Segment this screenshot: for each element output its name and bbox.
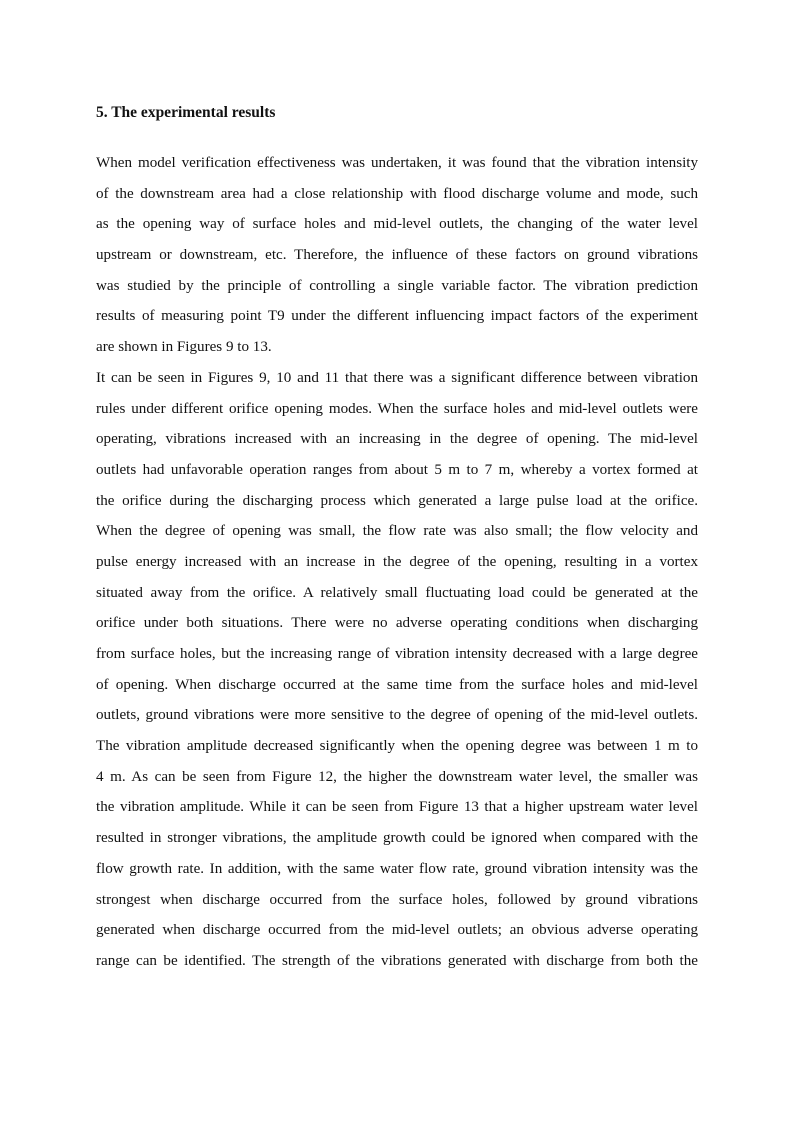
text-line: situated away from the orifice. A relatively small fluctuating load could be generated at the [96, 584, 698, 601]
text-line: resulted in stronger vibrations, the amplitude growth could be ignored when compared with the [96, 830, 698, 847]
text-line: pulse energy increased with an increase in the degree of the opening, resulting in a vortex [96, 553, 698, 570]
text-line: outlets, ground vibrations were more sensitive to the degree of opening of the mid-level outlets. [96, 707, 698, 724]
text-line: operating, vibrations increased with an increasing in the degree of opening. The mid-level [96, 431, 698, 448]
text-line: the orifice during the discharging process which generated a large pulse load at the orifice. [96, 492, 698, 509]
text-line: generated when discharge occurred from the mid-level outlets; an obvious adverse operating [96, 922, 698, 939]
text-line: upstream or downstream, etc. Therefore, the influence of these factors on ground vibrations [96, 247, 698, 264]
text-line: orifice under both situations. There were no adverse operating conditions when discharging [96, 615, 698, 632]
text-line: 4 m. As can be seen from Figure 12, the higher the downstream water level, the smaller was [96, 768, 698, 785]
text-line: as the opening way of surface holes and mid-level outlets, the changing of the water level [96, 216, 698, 233]
text-line: from surface holes, but the increasing range of vibration intensity decreased with a large degree [96, 646, 698, 662]
text-line: of opening. When discharge occurred at the same time from the surface holes and mid-level [96, 676, 698, 693]
text-line: was studied by the principle of controlling a single variable factor. The vibration prediction [96, 277, 698, 294]
body-text [96, 152, 698, 981]
text-line: When model verification effectiveness was undertaken, it was found that the vibration intensity [96, 155, 698, 171]
text-line: outlets had unfavorable operation ranges from about 5 m to 7 m, whereby a vortex formed at [96, 461, 698, 478]
text-line: It can be seen in Figures 9, 10 and 11 that there was a significant difference between vibration [96, 369, 698, 386]
text-line: results of measuring point T9 under the different influencing impact factors of the experiment [96, 308, 698, 325]
text-line: are shown in Figures 9 to 13. [96, 339, 272, 356]
text-line: rules under different orifice opening modes. When the surface holes and mid-level outlets were [96, 400, 698, 417]
text-line: The vibration amplitude decreased significantly when the opening degree was between 1 m to [96, 738, 698, 755]
text-line: When the degree of opening was small, the flow rate was also small; the flow velocity and [96, 523, 698, 540]
text-line: range can be identified. The strength of the vibrations generated with discharge from both the [96, 952, 698, 969]
text-line: the vibration amplitude. While it can be seen from Figure 13 that a higher upstream water level [96, 799, 698, 816]
text-line: strongest when discharge occurred from the surface holes, followed by ground vibrations [96, 891, 698, 908]
text-line: of the downstream area had a close relationship with flood discharge volume and mode, such [96, 185, 698, 202]
section-heading: 5. The experimental results [96, 104, 276, 121]
text-line: flow growth rate. In addition, with the same water flow rate, ground vibration intensity was the [96, 860, 698, 877]
